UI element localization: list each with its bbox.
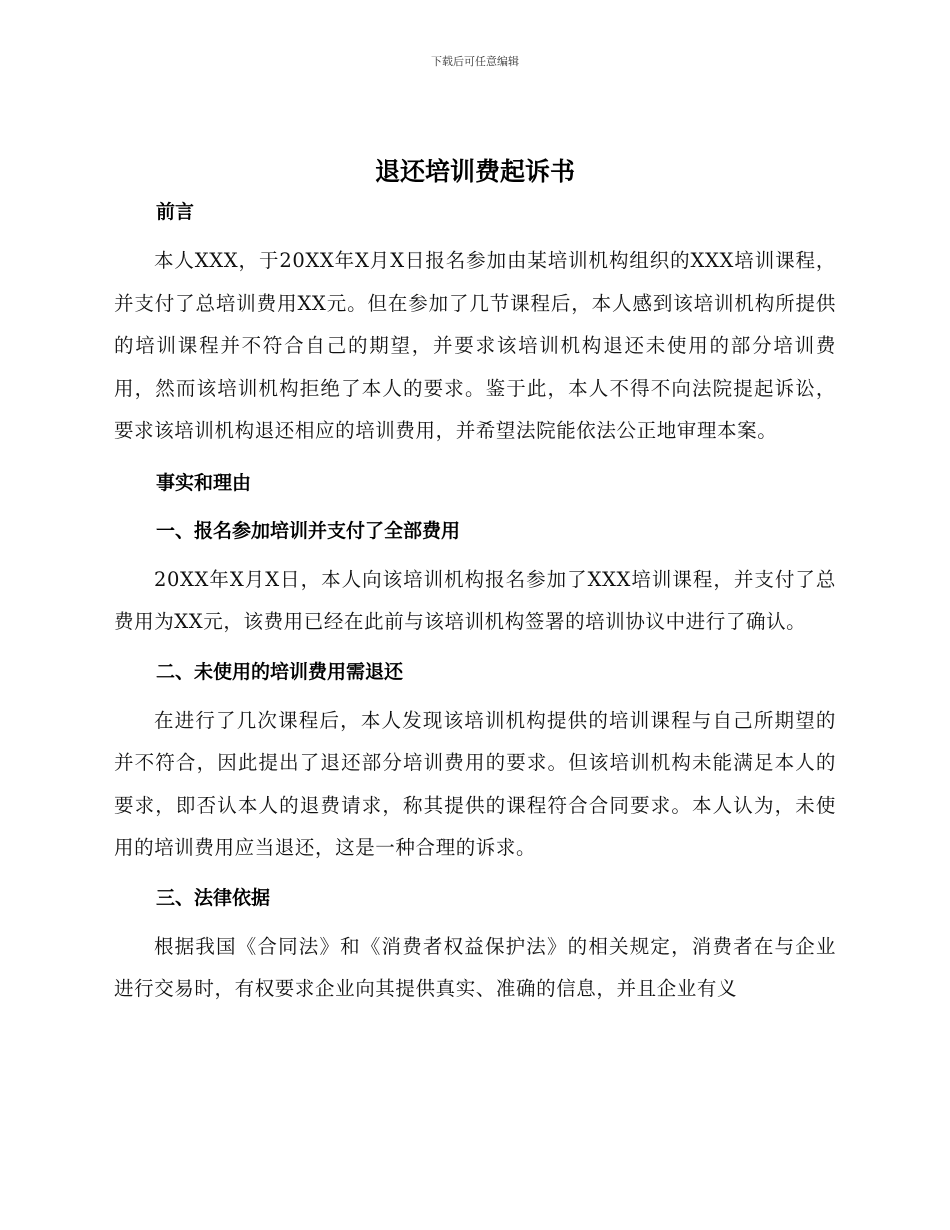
preface-paragraph: 本人XXX，于20XX年X月X日报名参加由某培训机构组织的XXX培训课程，并支付了总培训费用XX元。但在参加了几节课程后，本人感到该培训机构所提供的培训课程并不符合自己的期望，并要求该培训机构退还未使用的部分培训费用，然而该培训机构拒绝了本人的要求。鉴于此，本人不得不向法院提起诉讼，要求该培训机构退还相应的培训费用，并希望法院能依法公正地审理本案。 [114, 249, 836, 442]
item3-paragraph: 根据我国《合同法》和《消费者权益保护法》的相关规定，消费者在与企业进行交易时，有权要求企业向其提供真实、准确的信息，并且企业有义 [114, 934, 836, 1000]
page-header-note: 下载后可任意编辑 [431, 55, 519, 68]
document-title: 退还培训费起诉书 [374, 157, 575, 186]
document-body [114, 192, 836, 1011]
preface-heading: 前言 [156, 201, 195, 223]
item2-heading: 二、未使用的培训费用需退还 [156, 660, 404, 683]
item2-paragraph: 在进行了几次课程后，本人发现该培训机构提供的培训课程与自己所期望的并不符合，因此提出了退还部分培训费用的要求。但该培训机构未能满足本人的要求，即否认本人的退费请求，称其提供的课程符合合同要求。本人认为，未使用的培训费用应当退还，这是一种合理的诉求。 [114, 708, 836, 859]
item3-heading: 三、法律依据 [156, 886, 271, 909]
facts-heading: 事实和理由 [156, 471, 252, 494]
item1-paragraph: 20XX年X月X日，本人向该培训机构报名参加了XXX培训课程，并支付了总费用为XX元，该费用已经在此前与该培训机构签署的培训协议中进行了确认。 [114, 567, 836, 633]
item1-heading: 一、报名参加培训并支付了全部费用 [156, 519, 461, 542]
